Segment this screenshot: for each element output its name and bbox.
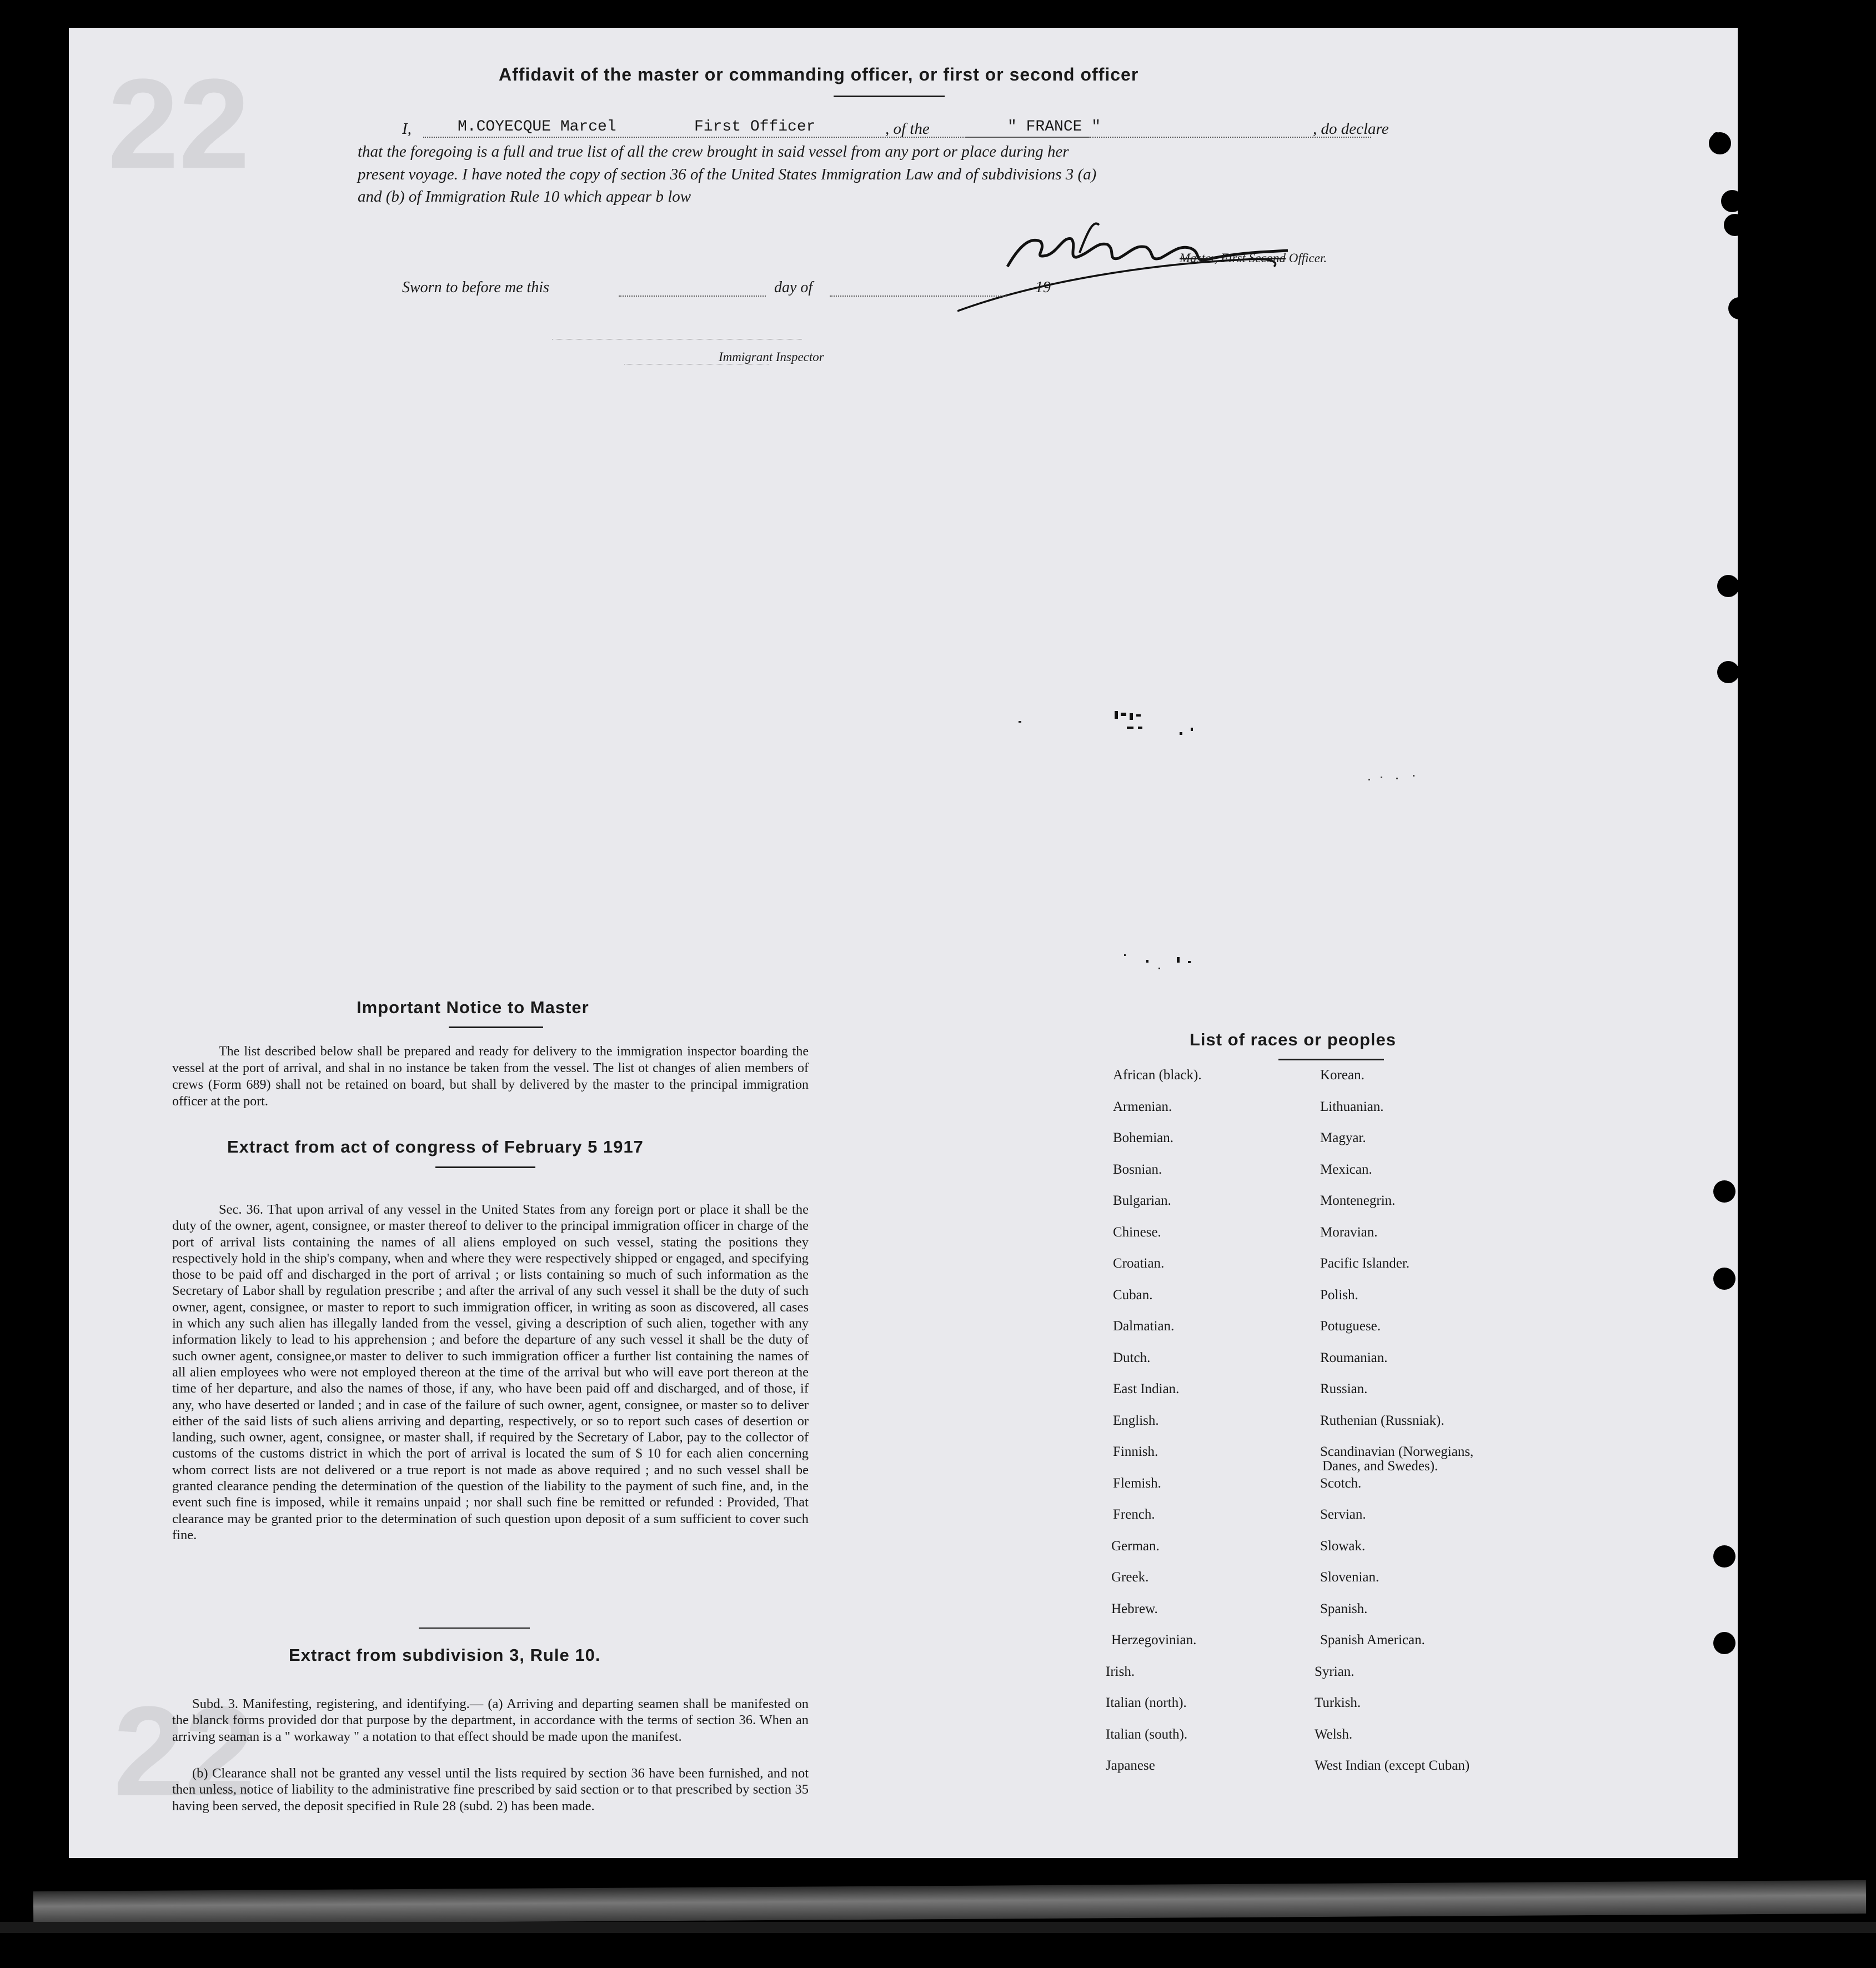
act-extract-title-rule [435,1166,535,1168]
race-item: Japanese [1106,1758,1155,1773]
rule-extract-title: Extract from subdivision 3, Rule 10. [289,1645,601,1665]
race-item: African (black). [1113,1068,1202,1083]
race-item: Bosnian. [1113,1161,1162,1177]
race-item: English. [1113,1413,1159,1428]
caption-officer: Officer. [1288,251,1327,265]
declaration-line-4: and (b) of Immigration Rule 10 which appear b low [358,188,691,206]
race-item: Moravian. [1320,1224,1378,1240]
race-item: Greek. [1111,1570,1149,1585]
sworn-month-line [830,296,1007,297]
binder-hole [1717,575,1739,597]
race-item: Dutch. [1113,1350,1151,1365]
race-item: Finnish. [1113,1444,1158,1459]
race-item: West Indian (except Cuban) [1315,1758,1470,1773]
vessel-line [966,137,1371,138]
sworn-label: Sworn to before me this [402,279,549,296]
officer-rank: First Officer [694,118,816,136]
race-item: Spanish. [1320,1601,1368,1616]
races-title: List of races or peoples [1190,1030,1396,1049]
races-title-rule [1278,1059,1384,1060]
binder-hole [1713,1268,1735,1290]
race-item: Flemish. [1113,1475,1161,1491]
race-item: Irish. [1106,1664,1135,1679]
of-the-label: , of the [885,120,930,138]
race-item: Slovenian. [1320,1570,1380,1585]
binder-hole [1717,661,1739,683]
race-item: Syrian. [1315,1664,1355,1679]
race-item: Italian (south). [1106,1726,1188,1742]
race-item: Slowak. [1320,1538,1366,1554]
binder-hole [1724,214,1746,236]
struck-second: Second [1248,251,1286,265]
race-item: Cuban. [1113,1287,1153,1303]
affidavit-title-rule [834,96,945,97]
struck-master: Master [1180,251,1215,265]
declarant-i-label: I, [402,120,412,138]
notice-body: The list described below shall be prepared and ready for delivery to the immigration inspector boarding the vessel at the port of arrival, and shal in no instance be taken from the vessel. The list ot changes of alien members of crews (Form 689) shall not be retained on board, but shall by delivered by the master to the principal immigration officer at the port. [172,1044,809,1109]
race-item: Mexican. [1320,1161,1372,1177]
race-item: Turkish. [1315,1695,1361,1710]
rule-extract-subd-a: Subd. 3. Manifesting, registering, and identifying.— (a) Arriving and departing seamen shall be manifested on the blanck forms provided dor that purpose by the department, in accordance with the terms of section 36. When an arriving seaman is a " workaway " a notation to that effect should be made upon the manifest. [172,1696,809,1744]
do-declare-label: , do declare [1313,120,1389,138]
race-item: Roumanian. [1320,1350,1388,1365]
race-item: Servian. [1320,1507,1366,1522]
race-item: Pacific Islander. [1320,1256,1410,1271]
document-page [69,28,1738,1858]
race-item: Armenian. [1113,1099,1172,1114]
sworn-day-line [619,296,766,297]
act-extract-body: Sec. 36. That upon arrival of any vessel in the United States from any foreign port or place it shall be the duty of the owner, agent, consignee, or master thereof to deliver to the principal immigration officer in charge of the port of arrival lists containing the names of all aliens employed on such vessel, stating the positions they respectively hold in the ship's company, when and where they were respectively shipped or engaged, and specifying those to be paid off and discharged in the port of arrival ; or lists containing so much of such information as the Secretary of Labor shall by regulation prescribe ; and after the arrival of any such vessel it shall be the duty of such owner, agent, consignee, or master to report to such immigration officer, in writing as soon as discovered, all cases in which any such alien has illegally landed from the vessel, giving a description of such alien, together with any information likely to lead to his apprehension ; and before the departure of any such vessel it shall be the duty of such owner agent, consignee,or master to deliver to such immigration officer a further list containing the names of all alien employees who were not employed thereon at the time of the arrival but who will eave port thereon at the time of her departure, and also the names of those, if any, who have been paid off and discharged, and of those, if any, who have deserted or landed ; and in case of the failure of such owner, agent, consignee, or master so to deliver either of the said lists of such aliens arriving and departing, respectively, or so to report such cases of desertion or landing, such owner, agent, consignee, or master shall, if required by the Secretary of Labor, pay to the collector of customs of the customs district in which the port of arrival is located the sum of $ 10 for each alien concerning whom correct lists are not delivered or a true report is not made as above required ; and no such vessel shall be granted clearance pending the determination of the question of the liability to the payment of such fine, and, in the event such fine is imposed, while it remains unpaid ; nor shall such fine be remitted or refunded : Provided, That clearance may be granted prior to the determination of such question upon deposit of a sum sufficient to cover such fine. [172,1202,809,1543]
ghost-page-number-top: 22 [108,52,250,195]
day-of-label: day of [774,279,813,296]
race-item: Dalmatian. [1113,1319,1175,1334]
race-item: Welsh. [1315,1726,1353,1742]
race-item: Herzegovinian. [1111,1633,1197,1647]
binder-hole [1713,1545,1735,1568]
race-item: Italian (north). [1106,1695,1187,1710]
act-extract-title: Extract from act of congress of February 5 1917 [227,1137,644,1156]
race-item: Scandinavian (Norwegians, [1320,1444,1474,1459]
binder-hole [1713,1180,1735,1203]
binder-hole [1709,132,1731,154]
race-item: German. [1111,1538,1160,1554]
race-item: East Indian. [1113,1381,1180,1396]
notice-title-rule [449,1026,543,1028]
race-item: Montenegrin. [1320,1193,1396,1208]
officer-name: M.COYECQUE Marcel [458,118,616,136]
affidavit-title: Affidavit of the master or commanding officer, or first or second officer [499,64,1139,84]
race-item: Bulgarian. [1113,1193,1171,1208]
rule-extract-subd-b: (b) Clearance shall not be granted any vessel until the lists required by section 36 have been furnished, and not then unless, notice of liability to the administrative fine prescribed by said section or to that prescribed by section 35 having been served, the deposit specified in Rule 28 (subd. 2) has been made. [172,1766,809,1814]
declaration-line-2: that the foregoing is a full and true list of all the crew brought in said vessel from any port or place during her [358,143,1069,161]
race-item: Potuguese. [1320,1319,1381,1334]
race-item: Polish. [1320,1287,1358,1303]
race-item: Russian. [1320,1381,1368,1396]
race-item: Hebrew. [1111,1601,1158,1616]
race-item: Danes, and Swedes). [1322,1459,1438,1474]
vessel-name: " FRANCE " [1007,118,1101,136]
ghost-page-number-bottom: 22 [113,1680,255,1822]
declaration-line-3: present voyage. I have noted the copy of section 36 of the United States Immigration Law and of subdivisions 3 (a) [358,166,1097,183]
inspector-label: Immigrant Inspector [719,350,824,364]
race-item: Ruthenian (Russniak). [1320,1413,1444,1428]
page-bottom-edge [0,1922,1876,1933]
race-item: Scotch. [1320,1475,1362,1491]
race-item: Chinese. [1113,1224,1161,1240]
race-item: Spanish American. [1320,1633,1425,1647]
race-item: Croatian. [1113,1256,1165,1271]
ink-specks [1013,694,1457,1005]
binder-hole [1728,297,1750,319]
race-item: Magyar. [1320,1130,1366,1145]
rule-separator [419,1628,530,1629]
officer-caption [1180,251,1327,266]
race-item: Lithuanian. [1320,1099,1384,1114]
race-item: Bohemian. [1113,1130,1174,1145]
race-item: French. [1113,1507,1155,1522]
binder-hole [1713,1632,1735,1654]
notice-title: Important Notice to Master [357,998,589,1017]
race-item: Korean. [1320,1068,1365,1083]
caption-first: , First [1214,251,1246,265]
binder-hole [1721,190,1743,212]
year-prefix: 19 [1035,279,1051,296]
page-shadow-edge [33,1880,1866,1925]
